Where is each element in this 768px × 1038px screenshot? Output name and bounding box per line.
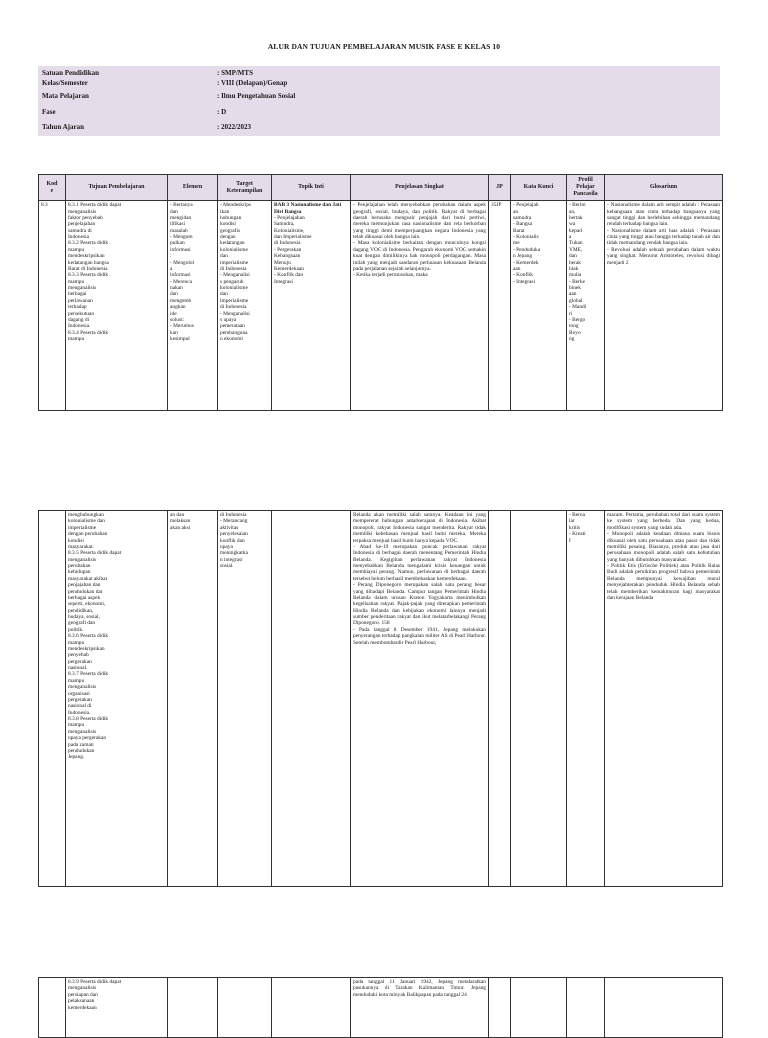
cell-elemen	[168, 978, 218, 1038]
cell-kode	[39, 978, 66, 1038]
cell-jp	[489, 511, 511, 887]
cell-elemen: an dan melaksan akan aksi	[168, 511, 218, 887]
cell-penjelasan: - Penjelajahan telah menyebabkan perubahan dalam aspek geografi, sosial, budaya, dan politik. Rakyat di berbagai daerah berusaha mengusir penjajah dari bumi pertiwi, mereka memunjukan rasa nasionalisme dan rela berkorban yang tinggi demi memperjuangkan negara Indonesia yang telah dikuasai oleh bangsa lain. - Masa kolonialisme berkaitan dengan munculnya kongsi dagang VOC di Indonesia. Pengaruh ekonomi VOC semakin kuat dengan dimilikinya hak monopoli perdagangan. Masa inilah yang menjadi sandaran perhuasan kekuasaan Belanda pada perjalanan sejarah selanjutnya. - Ketika terjadi permusuhan, maka	[351, 201, 489, 411]
info-value: : D	[217, 108, 227, 116]
cell-elemen: - Bertanya dan mengidan tifikasi masalah - Mengum pulkan informasi : - Mengolol a informasi - Merenca nakan dan mengemb angkan ide solusi: - Merumus kan kesimpul	[168, 201, 218, 411]
header-elemen: Elemen	[168, 175, 218, 201]
info-row-kelas	[42, 79, 712, 91]
cell-tujuan: 8.3.9 Peserta didik dapat menganalisis persiapan dan pelaksanaan kemerdekaan	[66, 978, 168, 1038]
table-row	[39, 511, 723, 887]
header-tujuan: Tujuan Pembelajaran	[66, 175, 168, 201]
cell-kode	[39, 511, 66, 887]
cell-profil: - Berna lar kritis - Kreati f	[567, 511, 605, 887]
topik-chapter-title: BAB 3 Nasionalisme dan Jati Diri Bangsa	[274, 202, 342, 215]
curriculum-table-page-2	[38, 510, 723, 887]
info-label: Satuan Pendidikan	[42, 69, 99, 77]
header-jp: JP	[489, 175, 511, 201]
cell-topik	[272, 201, 351, 411]
cell-target: - Mendeskrips ikan hubungan kondisi geografis dengan kedatangan kolonialisme dan imperialisme di Indonesia - Menganalisi s pengaruh kolonialisme dan imperialisme di Indonesia - Menganalisi s upaya pemerataan pembanguna n ekonomi	[218, 201, 272, 411]
cell-jp	[489, 978, 511, 1038]
cell-glosarium: macam. Pertama, perubahan total dari suatu system ke system yang berbeda. Dan yang kedua, modifikasi system yang sudah ada. - Monopoli adalah keadaan dimana suatu bisnis dikuasai oleh satu perusahaan atau pasar dan tidak memiliki pesaing. Biasanya, produk atau jasa dari perusahaan monopoli adalah salah satu kebutuhan yang banyak dibutuhkan masyarakat. - Politik Etis (Ertische Politiek) atau Politik Balas Budi adalah pemikiran progresif bahwa pemerintah Belanda mempunyai kewajiban moral menyejahterakan penduduk Hindia Belanda sebab telah memberikan kemakmuran bagi masyarakat dan kerajaan Belanda	[605, 511, 723, 887]
info-row-tahun	[42, 123, 712, 135]
header-kode: Kod e	[39, 175, 66, 201]
cell-topik	[272, 511, 351, 887]
info-value: : SMP/MTS	[217, 69, 253, 77]
topik-list: - Penjelajahan Samudra, Kolonialisme, dan Imperialisme di Indonesia - Pergerakan Kebangsaan Menuju Kemerdekaan - Konflik dan Integrasi	[274, 214, 312, 285]
info-label: Mata Pelajaran	[42, 92, 89, 100]
cell-tujuan: menghubungkan kolonialisme dan imperialisme dengan perubahan kondisi masyarakat. 8.3.5 Peserta didik dapat menganalisis perubahan kehidupan masyarakat akibat penjajahan dan pendudukan dar berbagai aspek seperti, ekonomi, pendidikan, budaya, sosial, geografi dan politik. 8.3.6 Peserta didik mampu mendeskripsikan penyebab pergerakan nasional. 8.3.7 Peserta didik mampu menganalisis organisasi pergerakan nasional di Indonesia. 8.3.8 Peserta didik mampu menganalisis upaya pergerakan pada zaman pendudukan Jepang.	[66, 511, 168, 887]
cell-kata-kunci	[511, 511, 567, 887]
cell-penjelasan: Belanda akan memiliki salah satunya. Keadaan ini yang mempererat hubungan antarkerajaan di Indonesia. Akibat monopoli, rakyat Indonesia sangat menderita. Rakyat tidak memiliki kebebasan menjual hasil bumi mereka. Mereka terpaksa menjual hasil bumi hanya kepada VOC. - Abad ke-19 merupakan puncak perlawanan rakyat Indonesia di berbagai daerah menentang Pemerintah Hindia Belanda. Kegigihan perlawanan rakyat Indonesia menyebabkan Belanda mengalami krisis keuangan untuk membiayai perang. Namun, perlawanan di berbagai daerah tersebut belum berhasil membebaskan kemerdekaan. - Perang Diponegoro merupakan salah satu perang besar yang dihadapi Belanda. Campur tangan Pemerintah Hindia Belanda dalam urusan Kraton Yogyakarta menimbulkan kegelisahan rakyat. Pajak-pajak yang diterapkan pemerintah Hindia Belanda dan kebijakan ekonomi lainnya menjadi sumber penderitaan rakyat dan ikut melatarbelakangi Perang Diponegoro. 158 - Pada tanggal 8 Desember 1941, Jepang melakukan penyerangan terhadap pangkalan militer AS di Pearl Harbour. Setelah membombardir Pearl Harbour,	[351, 511, 489, 887]
cell-target: di Indonesia - Merancang aktivitas penyelesaian konflik dan upaya meningkatka n integrasi sosial.	[218, 511, 272, 887]
cell-glosarium	[605, 978, 723, 1038]
header-target: Target Keterampilan	[218, 175, 272, 201]
table-header-row	[39, 175, 723, 201]
curriculum-table-page-1	[38, 174, 723, 411]
cell-kata-kunci	[511, 978, 567, 1038]
info-label: Fase	[42, 108, 56, 116]
table-row	[39, 201, 723, 411]
header-penjelasan: Penjelasan Singkat	[351, 175, 489, 201]
curriculum-table-page-3	[38, 977, 723, 1038]
info-value: : VIII (Delapan)/Genap	[217, 79, 288, 87]
info-row-mapel	[42, 92, 712, 104]
info-box	[38, 66, 720, 136]
table-row	[39, 978, 723, 1038]
cell-profil: - Berim an, bertak wa kepad a Tuhan YME, dan berak hlak mulia - Berke binek aan global - Mandi ri - Bergo tong Royo ng	[567, 201, 605, 411]
header-kata-kunci: Kata Kunci	[511, 175, 567, 201]
info-value: : Ilmu Pengetahuan Sosial	[217, 92, 296, 100]
cell-topik	[272, 978, 351, 1038]
cell-target	[218, 978, 272, 1038]
document-title: ALUR DAN TUJUAN PEMBELAJARAN MUSIK FASE E KELAS 10	[267, 42, 501, 51]
cell-jp: 35JP	[489, 201, 511, 411]
header-profil: Profil Pelajar Pancasila	[567, 175, 605, 201]
info-label: Tahun Ajaran	[42, 123, 84, 131]
cell-kode: 8.3	[39, 201, 66, 411]
cell-glosarium: - Nasionalisme dalam arti sempit adalah : Perasaan kebangsaan atau cinta terhadap bangsanya yang sangat tinggi dan berlebihan sehingga memandang rendah terhadap bangsa lain. - Nasionalisme dalam arti luas adalah : Perasaan cinta yang tinggi atau bangga terhadap tanah air dan tidak memandang rendah bangsa lain. - Revolusi adalah sebuah perubahan dalam waktu yang singkat. Menurut Aristoteles, revolusi dibagi menjadi 2	[605, 201, 723, 411]
info-value: : 2022/2023	[217, 123, 252, 131]
cell-kata-kunci: - Penjelajah an samudra - Bangsa Barat - Kolonialis me - Penduduka n Jepang - Kemerdek aan - Konflik - Integrasi	[511, 201, 567, 411]
cell-tujuan: 8.3.1 Peserta didik dapat menganalisis faktor penyebab penjelajahan samudra di Indonesia 8.3.2 Peserta didik mampu mendeskripsikan kedatangan bangsa Barat di Indonesia 8.3.3 Peserta didik mampu menganalisis berbagai perlawanan terhadap persekutuan dagang di Indonesia. 8.3.4 Peserta didik mampu	[66, 201, 168, 411]
info-row-fase	[42, 108, 712, 120]
header-topik: Topik Inti	[272, 175, 351, 201]
cell-profil	[567, 978, 605, 1038]
header-glosarium: Glosarium	[605, 175, 723, 201]
cell-penjelasan: pada tanggal 11 Januari 1942, Jepang mendaratkan pasukannya di Tarakan Kalimantan Timur. Jepang menduduki kota minyak Balikpapan pada tanggal 24	[351, 978, 489, 1038]
info-label: Kelas/Semester	[42, 79, 88, 87]
